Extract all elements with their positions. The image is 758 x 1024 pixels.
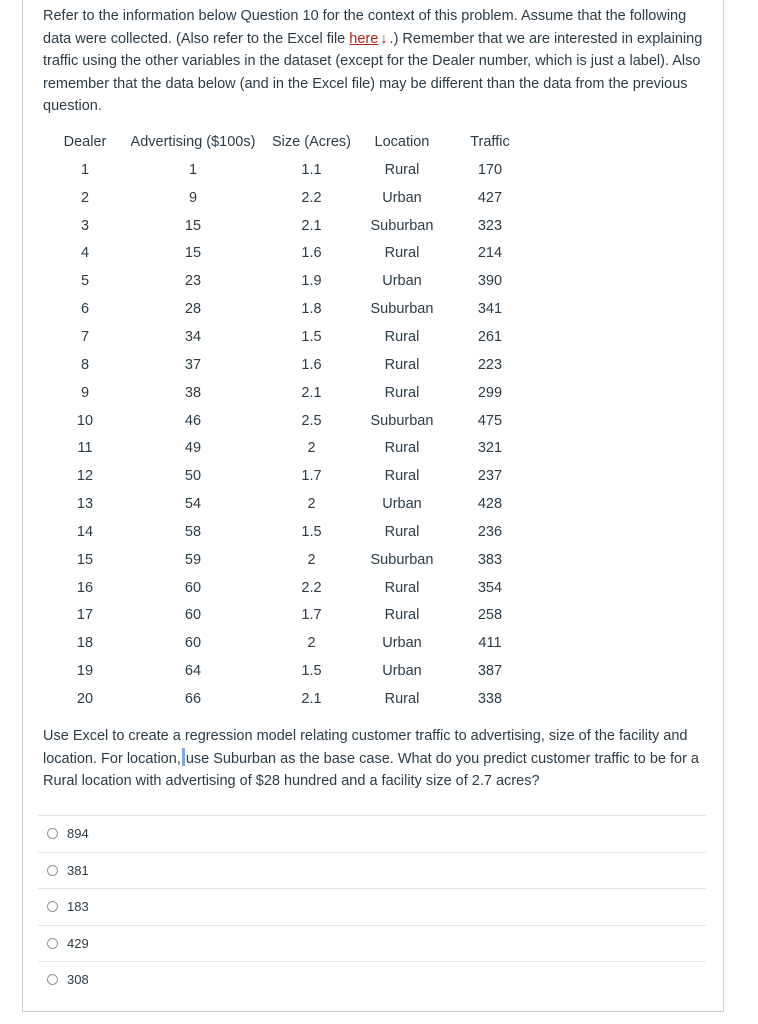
cell-advertising: 60 [184,635,202,652]
table-row [56,574,527,602]
cell-dealer: 20 [76,690,94,707]
table-row [56,351,527,379]
cell-location: Suburban [370,551,434,568]
table-row [56,240,527,268]
table-row [56,602,527,630]
question-text-part1: Refer to the information below Question 10 for the context of this problem. Assume that the following data were collected. (Also refer to the Excel file [43,8,687,47]
cell-advertising: 28 [184,301,202,318]
table-row [56,267,527,295]
excel-file-link[interactable]: here [349,30,379,47]
cell-location: Urban [382,273,422,290]
cell-location: Suburban [370,217,434,234]
table-row [56,434,527,462]
data-table [56,128,527,713]
cell-size: 2 [307,635,316,652]
cell-advertising: 59 [184,551,202,568]
cell-traffic: 323 [477,217,503,234]
cell-dealer: 4 [80,245,90,262]
answer-option[interactable] [38,961,706,998]
cell-size: 2.1 [301,690,322,707]
cell-size: 1.5 [301,523,322,540]
cell-traffic: 223 [477,356,503,373]
answer-label: 308 [67,972,89,988]
cell-traffic: 170 [477,161,503,178]
cell-traffic: 428 [477,496,503,513]
cell-location: Urban [382,635,422,652]
cell-traffic: 237 [477,468,503,485]
cell-size: 2 [307,496,316,513]
table-row [56,184,527,212]
header-advertising: Advertising ($100s) [130,134,256,150]
cell-traffic: 321 [477,440,503,457]
cell-traffic: 411 [478,635,502,652]
cell-dealer: 17 [76,607,94,624]
cell-size: 1.6 [301,245,322,262]
answer-list [38,815,706,998]
cell-location: Rural [384,440,420,457]
cell-location: Rural [384,579,420,596]
cell-location: Rural [384,328,420,345]
prompt-text [43,725,711,793]
cell-traffic: 214 [477,245,503,262]
cell-size: 1.7 [301,468,322,485]
cell-dealer: 5 [80,273,90,290]
answer-option[interactable] [38,925,706,962]
cell-dealer: 16 [76,579,94,596]
cell-size: 2.5 [301,412,322,429]
cell-size: 2 [307,440,316,457]
table-row [56,379,527,407]
cell-dealer: 11 [77,440,93,457]
answer-label: 429 [67,935,89,951]
table-row [56,407,527,435]
cell-dealer: 3 [80,217,90,234]
cell-traffic: 390 [477,273,503,290]
cell-advertising: 49 [184,440,202,457]
cell-traffic: 258 [477,607,503,624]
cell-size: 2.2 [301,579,322,596]
cell-location: Urban [382,496,422,513]
cell-advertising: 15 [184,217,202,234]
cell-size: 2.1 [301,217,322,234]
cell-location: Rural [384,607,420,624]
answer-label: 381 [67,862,89,878]
cell-advertising: 46 [184,412,202,429]
cell-location: Rural [384,245,420,262]
cell-location: Urban [382,189,422,206]
table-row [56,462,527,490]
cell-traffic: 236 [477,523,503,540]
question-text-part2: .) Remember that we are interested in explaining traffic using the other variables in the dataset (except for the Dealer number, which is just a label). Also remember that the data below (and in the Excel file) may be different than the data from the previous question. [43,30,703,114]
table-header-row [56,128,527,156]
header-traffic: Traffic [470,134,510,150]
table-row [56,546,527,574]
cell-dealer: 10 [76,412,94,429]
cell-dealer: 7 [80,328,90,345]
cell-location: Suburban [370,301,434,318]
header-dealer: Dealer [63,134,107,150]
cell-location: Suburban [370,412,434,429]
cell-size: 1.6 [301,356,322,373]
cell-advertising: 60 [184,607,202,624]
cell-dealer: 18 [76,635,94,652]
table-row [56,156,527,184]
radio-button-icon[interactable] [47,938,58,949]
cell-dealer: 15 [76,551,94,568]
table-body [56,156,527,713]
cell-size: 1.5 [301,328,322,345]
cell-dealer: 2 [80,189,90,206]
radio-button-icon[interactable] [47,901,58,912]
cell-size: 2.1 [301,384,322,401]
answer-option[interactable] [38,888,706,925]
answer-option[interactable] [38,815,706,852]
cell-advertising: 9 [188,189,198,206]
cell-location: Urban [382,663,422,680]
cell-advertising: 64 [184,663,202,680]
cell-advertising: 37 [184,356,202,373]
table-row [56,295,527,323]
header-size: Size (Acres) [272,134,351,150]
table-row [56,657,527,685]
cell-traffic: 299 [477,384,503,401]
table-row [56,685,527,713]
cell-size: 1.7 [301,607,322,624]
table-row [56,323,527,351]
cell-advertising: 38 [184,384,202,401]
download-icon[interactable]: ↓ [380,30,388,47]
cell-location: Rural [384,384,420,401]
cell-location: Rural [384,690,420,707]
cell-dealer: 13 [76,496,94,513]
header-location: Location [374,134,430,150]
text-cursor [182,748,185,766]
cell-location: Rural [384,161,420,178]
cell-advertising: 54 [184,496,202,513]
cell-size: 1.5 [301,663,322,680]
answer-option[interactable] [38,852,706,889]
cell-dealer: 9 [80,384,90,401]
cell-size: 2 [307,551,316,568]
cell-dealer: 14 [76,523,94,540]
answer-label: 183 [67,899,89,915]
cell-advertising: 34 [184,328,202,345]
cell-traffic: 261 [477,328,503,345]
cell-traffic: 341 [477,301,503,318]
cell-traffic: 387 [477,663,503,680]
cell-advertising: 23 [184,273,202,290]
radio-button-icon[interactable] [47,828,58,839]
cell-traffic: 427 [477,189,503,206]
cell-dealer: 12 [76,468,94,485]
answer-label: 894 [67,826,89,842]
question-text [43,5,711,118]
cell-dealer: 19 [76,663,94,680]
cell-advertising: 60 [184,579,202,596]
cell-advertising: 15 [184,245,202,262]
cell-dealer: 6 [80,301,90,318]
cell-location: Rural [384,468,420,485]
cell-advertising: 66 [184,690,202,707]
cell-size: 1.9 [301,273,322,290]
cell-advertising: 1 [188,161,198,178]
cell-dealer: 8 [80,356,90,373]
cell-size: 1.8 [301,301,322,318]
cell-traffic: 475 [477,412,503,429]
radio-button-icon[interactable] [47,974,58,985]
table-row [56,490,527,518]
cell-traffic: 338 [477,690,503,707]
cell-advertising: 58 [184,523,202,540]
cell-traffic: 354 [477,579,503,596]
cell-size: 1.1 [301,161,322,178]
cell-location: Rural [384,523,420,540]
prompt-text-part2: use Suburban as the base case. What do you predict customer traffic to be for a Rural location with advertising of $28 hundred and a facility size of 2.7 acres? [43,750,699,789]
prompt-text-part1: Use Excel to create a regression model relating customer traffic to advertising, size of the facility and location. For location, [43,728,688,767]
table-row [56,212,527,240]
cell-dealer: 1 [80,161,90,178]
table-row [56,518,527,546]
cell-location: Rural [384,356,420,373]
cell-traffic: 383 [477,551,503,568]
cell-size: 2.2 [301,189,322,206]
cell-advertising: 50 [184,468,202,485]
table-row [56,629,527,657]
radio-button-icon[interactable] [47,865,58,876]
